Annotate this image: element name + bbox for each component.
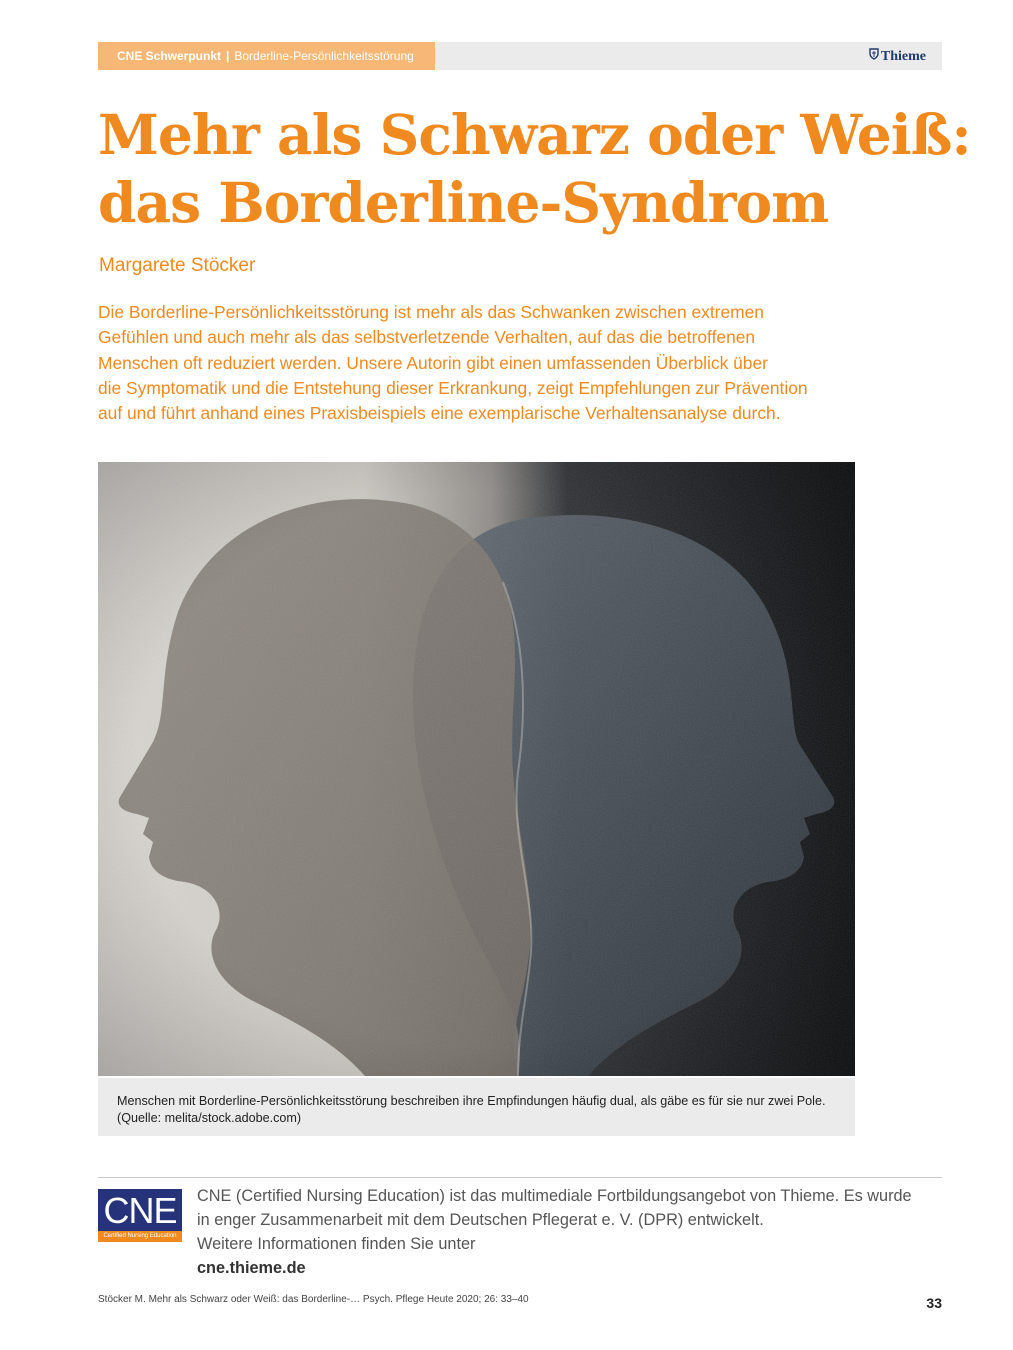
title-line: das Borderline-Syndrom bbox=[98, 170, 829, 235]
cne-more-info-prefix: Weitere Informationen finden Sie unter bbox=[197, 1235, 476, 1253]
cne-more-info bbox=[197, 1232, 912, 1280]
caption-line: Menschen mit Borderline-Persönlichkeitsstörung beschreiben ihre Empfindungen häufig dual, als gäbe es für sie nur zwei Pole. bbox=[117, 1094, 826, 1108]
intro-line: auf und führt anhand eines Praxisbeispiels eine exemplarische Verhaltensanalyse durch. bbox=[98, 403, 781, 424]
article-intro bbox=[98, 300, 868, 426]
cne-info-line: CNE (Certified Nursing Education) ist das multimediale Fortbildungsangebot von Thieme. Es wurde bbox=[197, 1187, 912, 1205]
shield-icon bbox=[869, 42, 879, 70]
publisher-logo bbox=[869, 42, 926, 70]
figure-caption bbox=[98, 1078, 855, 1136]
cne-logo bbox=[98, 1189, 182, 1242]
caption-source: (Quelle: melita/stock.adobe.com) bbox=[117, 1111, 302, 1125]
intro-line: Gefühlen und auch mehr als das selbstverletzende Verhalten, auf das die betroffenen bbox=[98, 327, 756, 348]
page-number: 33 bbox=[926, 1295, 942, 1311]
running-header bbox=[98, 42, 942, 70]
cne-logo-subtext: Certified Nursing Education bbox=[98, 1231, 182, 1242]
intro-line: Die Borderline-Persönlichkeitsstörung ist mehr als das Schwanken zwischen extremen bbox=[98, 302, 764, 322]
title-line: Mehr als Schwarz oder Weiß: bbox=[98, 102, 971, 167]
citation-footer: Stöcker M. Mehr als Schwarz oder Weiß: das Borderline-… Psych. Pflege Heute 2020; 26: 33–40 bbox=[98, 1294, 529, 1305]
author-name: Margarete Stöcker bbox=[99, 255, 256, 276]
section-separator: | bbox=[226, 49, 230, 63]
intro-line: die Symptomatik und die Entstehung dieser Erkrankung, zeigt Empfehlungen zur Prävention bbox=[98, 377, 808, 398]
intro-line: Menschen oft reduziert werden. Unsere Autorin gibt einen umfassenden Überblick über bbox=[98, 352, 768, 373]
cne-info-line: in enger Zusammenarbeit mit dem Deutschen Pflegerat e. V. (DPR) entwickelt. bbox=[197, 1211, 764, 1229]
two-heads-illustration bbox=[98, 462, 855, 1076]
publisher-name: Thieme bbox=[880, 49, 926, 64]
hero-image bbox=[98, 462, 855, 1076]
section-label: CNE Schwerpunkt bbox=[117, 49, 222, 63]
topic-label: Borderline-Persönlichkeitsstörung bbox=[234, 49, 414, 63]
divider bbox=[98, 1177, 942, 1178]
article-title bbox=[98, 101, 971, 237]
cne-info bbox=[197, 1184, 912, 1280]
section-tag bbox=[98, 42, 435, 70]
cne-logo-letters: CNE bbox=[103, 1190, 177, 1231]
cne-link[interactable]: cne.thieme.de bbox=[197, 1259, 306, 1277]
